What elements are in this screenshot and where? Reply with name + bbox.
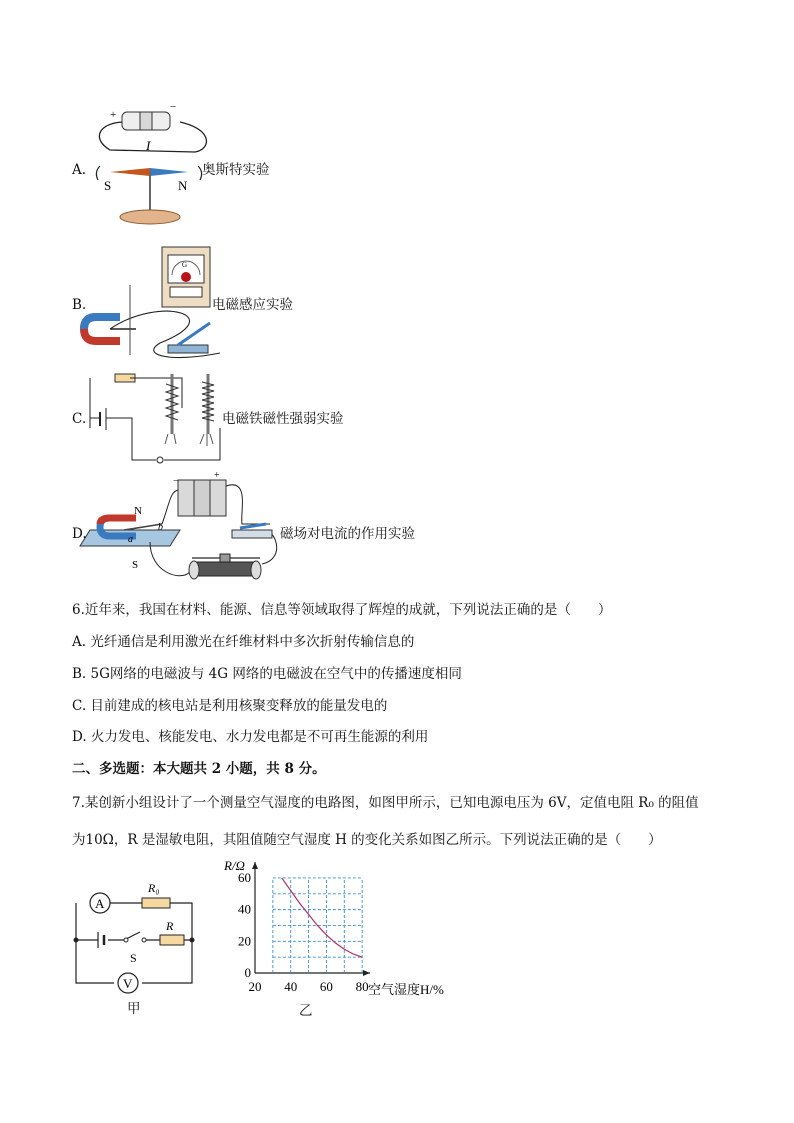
q6-option-a: A. 光纤通信是利用激光在纤维材料中多次折射传输信息的: [72, 634, 415, 650]
q6-option-d: D. 火力发电、核能发电、水力发电都是不可再生能源的利用: [72, 729, 429, 745]
resistance-curve: [282, 878, 362, 957]
x-tick-label: 20: [248, 979, 262, 994]
y-tick-label: 60: [238, 869, 251, 885]
voltmeter-label: V: [123, 976, 133, 991]
rail-a: a: [128, 534, 133, 545]
x-tick-label: 80: [355, 979, 369, 994]
graph-caption: 乙: [299, 1003, 313, 1019]
r0-label: R₀: [148, 881, 160, 895]
battery-minus: −: [170, 101, 177, 113]
q6-option-b: B. 5G网络的电磁波与 4G 网络的电磁波在空气中的传播速度相同: [72, 666, 462, 682]
y-tick-label: 0: [244, 965, 251, 980]
option-d-letter: D.: [72, 526, 87, 542]
humidity-chart: [220, 858, 470, 998]
q7-stem-line2: 为10Ω，R 是湿敏电阻，其阻值随空气湿度 H 的变化关系如图乙所示。下列说法正确的是（ ）: [72, 832, 662, 848]
option-c-label: 电磁铁磁性强弱实验: [222, 411, 344, 427]
y-tick-label: 40: [238, 901, 251, 917]
option-b-label: 电磁感应实验: [212, 297, 293, 313]
x-tick-label: 40: [284, 979, 298, 994]
magnet-south: S: [132, 559, 139, 571]
option-b-letter: B.: [72, 297, 87, 313]
y-axis-label: R/Ω: [224, 858, 245, 873]
x-axis-label: 空气湿度H/%: [368, 982, 444, 997]
option-a-label: 奥斯特实验: [202, 162, 270, 178]
ammeter-label: A: [95, 896, 105, 911]
needle-south: S: [104, 178, 112, 193]
battery-minus-d: −: [173, 476, 179, 487]
y-tick-label: 20: [238, 933, 251, 949]
section-2-title: 二、多选题：本大题共 2 小题，共 8 分。: [72, 761, 326, 777]
needle-north: N: [178, 178, 188, 193]
x-tick-label: 60: [319, 979, 333, 994]
q6-stem: 6.近年来，我国在材料、能源、信息等领域取得了辉煌的成就，下列说法正确的是（ ）: [72, 602, 612, 618]
battery-plus: +: [110, 109, 117, 121]
circuit-caption: 甲: [127, 1001, 141, 1017]
option-d-label: 磁场对电流的作用实验: [280, 526, 415, 542]
r-label: R: [166, 919, 174, 933]
magnet-north: N: [134, 505, 142, 517]
switch-label: S: [130, 951, 137, 965]
meter-mark: G: [182, 261, 188, 269]
option-c-letter: C.: [72, 411, 87, 427]
q7-stem-line1: 7.某创新小组设计了一个测量空气湿度的电路图，如图甲所示，已知电源电压为 6V，定值电阻 R₀ 的阻值: [72, 795, 699, 811]
rail-b: b: [158, 522, 163, 533]
option-a-letter: A.: [72, 162, 87, 178]
circuit-diagram: [64, 870, 204, 1020]
battery-plus-d: +: [214, 472, 220, 481]
current-label: I: [146, 138, 151, 153]
q6-option-c: C. 目前建成的核电站是利用核聚变释放的能量发电的: [72, 698, 388, 714]
